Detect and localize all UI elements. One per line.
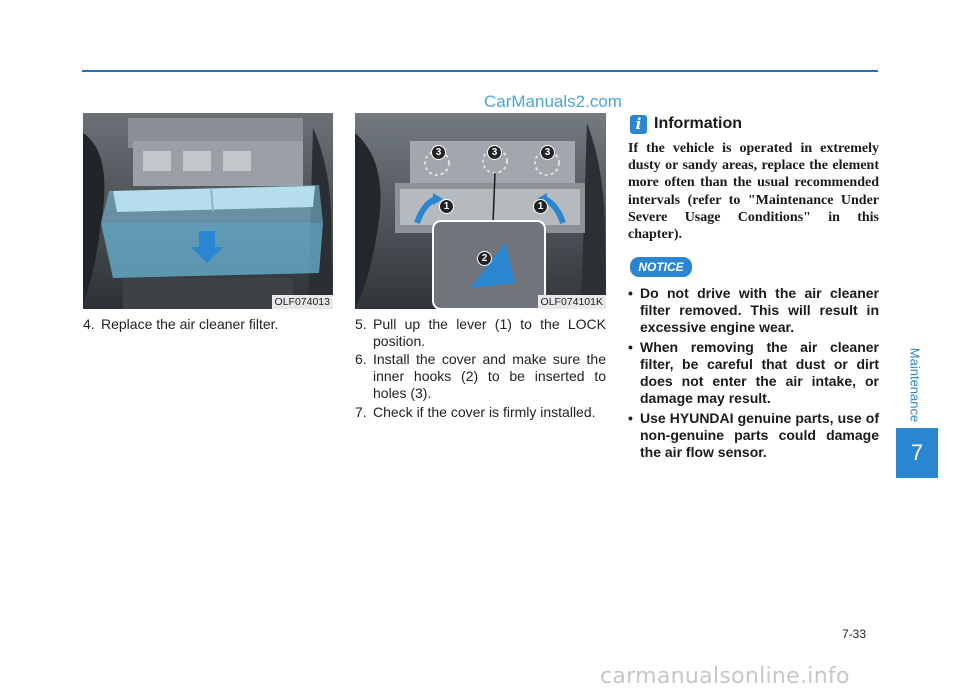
step-number: 6. — [355, 351, 367, 367]
step-text: Replace the air cleaner filter. — [101, 316, 279, 332]
chapter-tab: 7 — [896, 428, 938, 478]
step-5 — [355, 316, 606, 350]
step-number: 7. — [355, 404, 367, 420]
figure-air-filter-replace — [83, 113, 333, 309]
figure-cover-install — [355, 113, 606, 309]
step-number: 4. — [83, 316, 95, 332]
step-text: Pull up the lever (1) to the LOCK position. — [373, 316, 606, 349]
notice-list — [628, 285, 879, 464]
callout-1-right: 1 — [533, 199, 548, 214]
notice-item: • Do not drive with the air cleaner filter removed. This will result in excessive engine wear. — [628, 285, 879, 335]
notice-item: • Use HYUNDAI genuine parts, use of non-genuine parts could damage the air flow sensor. — [628, 410, 879, 460]
information-body: If the vehicle is operated in extremely dusty or sandy areas, replace the element more often than the usual recommended intervals (refer to "Maintenance Under Severe Usage Conditions" in this chapter). — [628, 141, 879, 243]
step-number: 5. — [355, 316, 367, 332]
information-icon: i — [630, 115, 647, 134]
watermark-top: CarManuals2.com — [484, 92, 622, 111]
callout-3-right: 3 — [540, 145, 555, 160]
information-title: Information — [654, 115, 742, 132]
watermark-bottom: carmanualsonline.info — [600, 664, 850, 689]
step-6 — [355, 351, 606, 402]
section-label: Maintenance — [907, 347, 923, 423]
page-number: 7-33 — [842, 627, 867, 641]
callout-3-left: 3 — [431, 145, 446, 160]
step-4 — [83, 316, 335, 333]
callout-2: 2 — [477, 251, 492, 266]
step-text: Check if the cover is firmly installed. — [373, 404, 596, 420]
step-text: Install the cover and make sure the inner hooks (2) to be inserted to holes (3). — [373, 351, 606, 401]
callout-3-middle: 3 — [487, 145, 502, 160]
figure-code: OLF074101K — [538, 295, 606, 309]
step-7 — [355, 404, 606, 421]
header-rule — [82, 70, 878, 72]
cover-install-illustration — [355, 113, 606, 309]
air-filter-illustration — [83, 113, 333, 309]
callout-1-left: 1 — [439, 199, 454, 214]
notice-badge: NOTICE — [630, 257, 692, 277]
figure-code: OLF074013 — [272, 295, 333, 309]
notice-item: • When removing the air cleaner filter, be careful that dust or dirt does not enter the air intake, or damage may result. — [628, 339, 879, 406]
